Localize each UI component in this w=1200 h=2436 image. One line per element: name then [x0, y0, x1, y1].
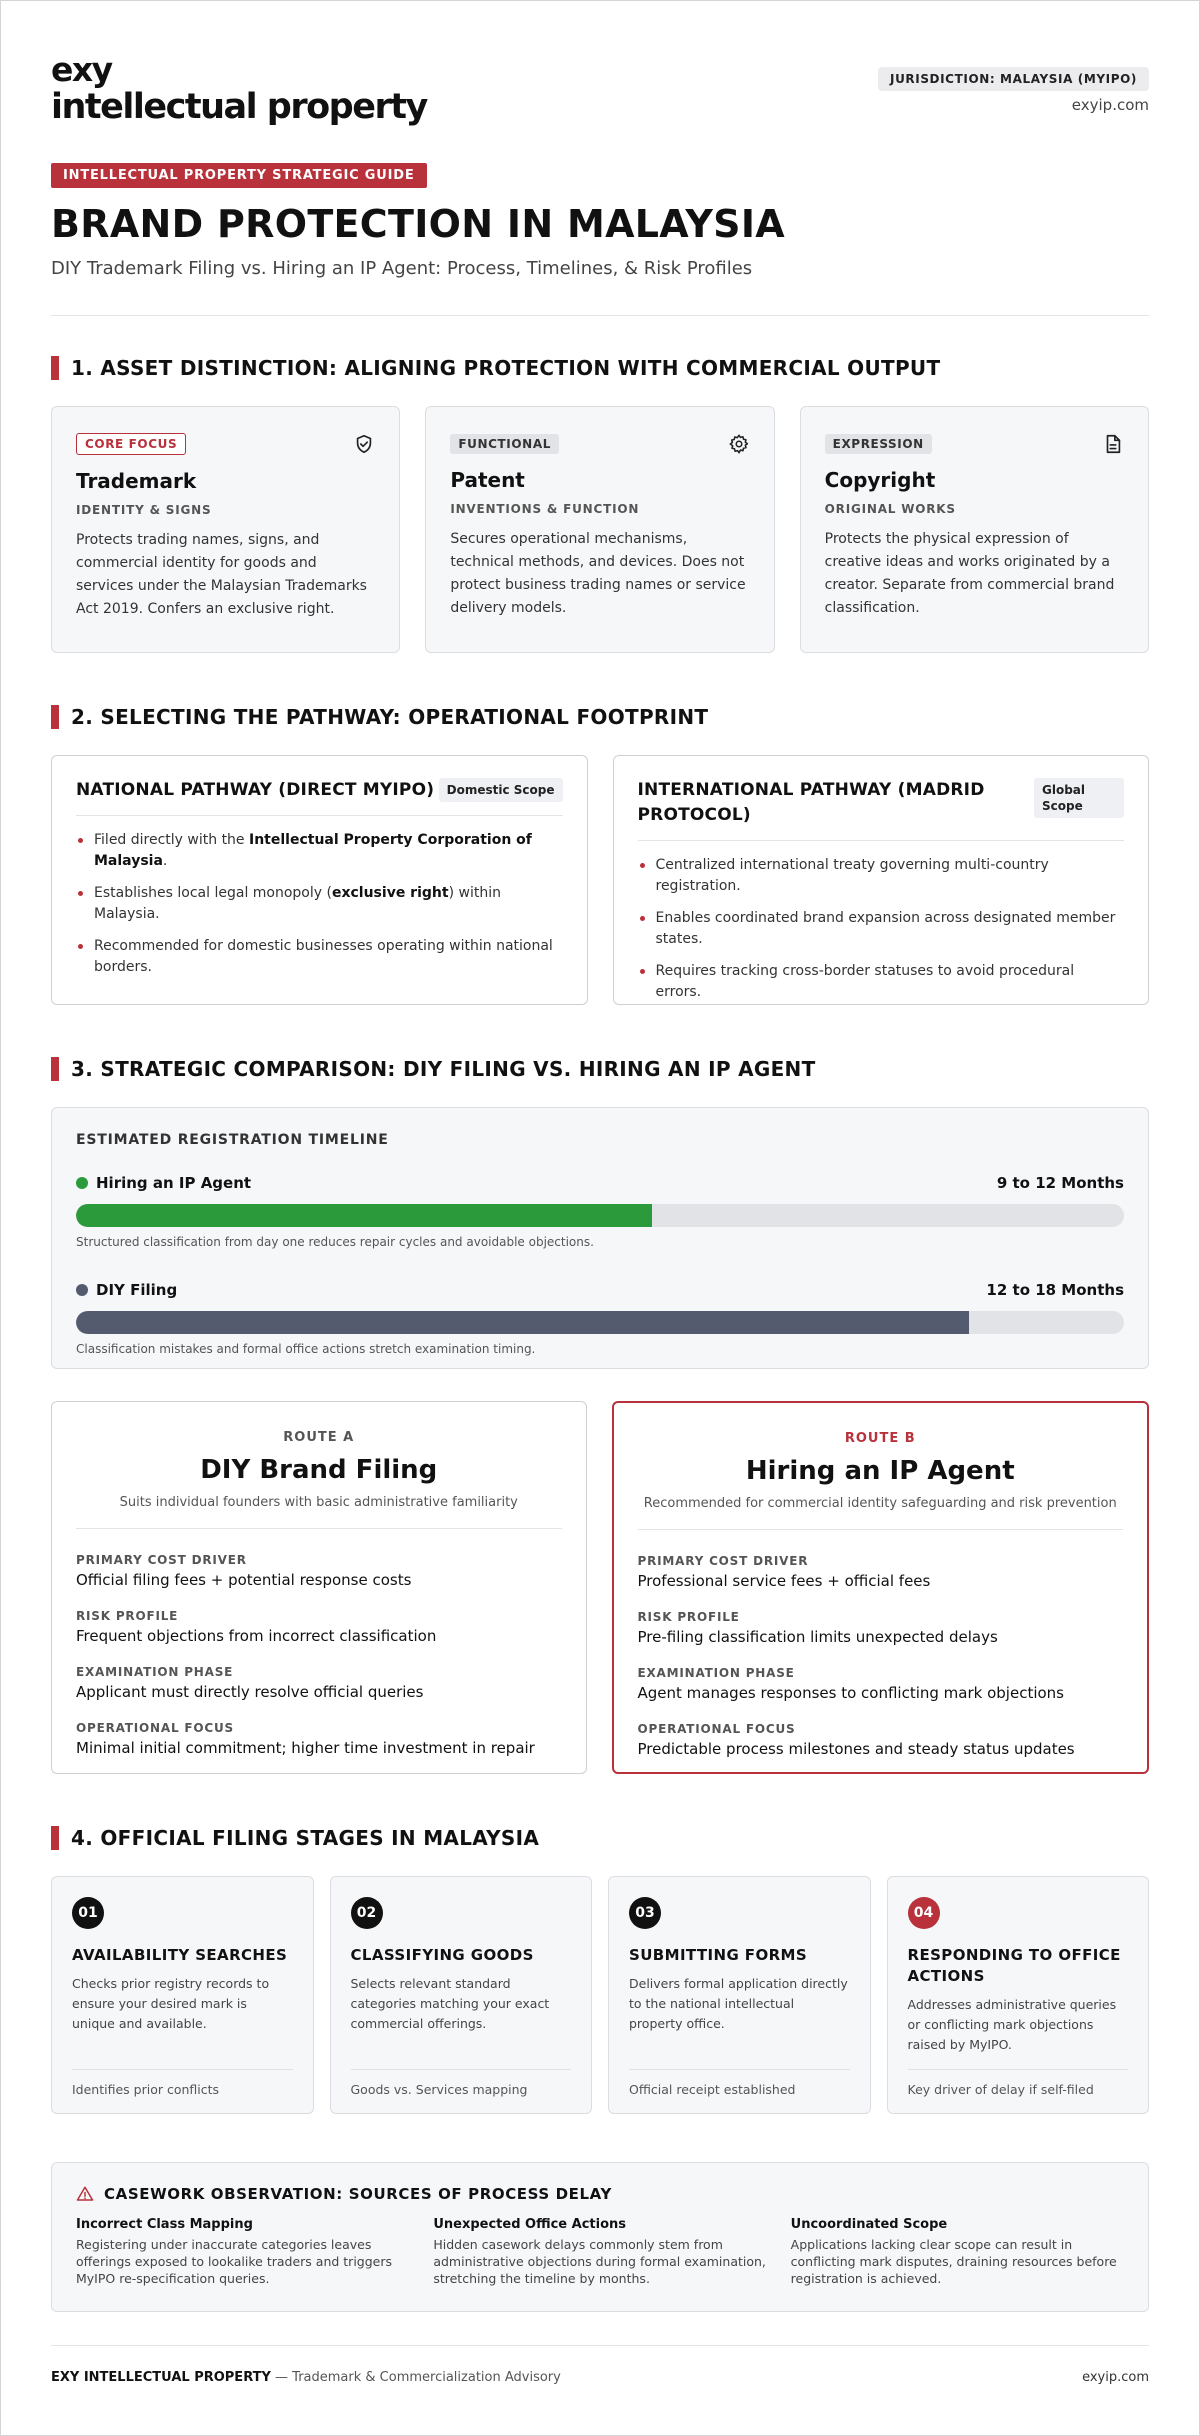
list-item: Enables coordinated brand expansion across designated member states.: [638, 908, 1125, 950]
route-kicker: ROUTE B: [844, 1431, 916, 1446]
stage-footnote: Official receipt established: [629, 2069, 850, 2097]
pathway-card-international: [613, 755, 1150, 1005]
asset-subtitle: INVENTIONS & FUNCTION: [450, 502, 640, 516]
stage-number: 02: [351, 1897, 383, 1929]
divider: [76, 1528, 562, 1529]
section-marker: [51, 705, 59, 729]
asset-subtitle: ORIGINAL WORKS: [824, 502, 956, 516]
stage-card: [887, 1876, 1150, 2114]
route-card-diy: [51, 1401, 587, 1774]
pathway-list: [76, 830, 563, 978]
asset-card-patent: [425, 406, 774, 653]
section-2-title: 2. SELECTING THE PATHWAY: OPERATIONAL FOOTPRINT: [71, 705, 709, 729]
route-description: Recommended for commercial identity safeguarding and risk prevention: [643, 1496, 1117, 1511]
timeline-row-agent: [76, 1174, 1124, 1249]
route-description: Suits individual founders with basic administrative familiarity: [119, 1495, 518, 1510]
section-marker: [51, 1826, 59, 1850]
stage-number: 01: [72, 1897, 104, 1929]
timeline-label: Hiring an IP Agent: [96, 1174, 252, 1192]
section-marker: [51, 356, 59, 380]
stage-footnote: Key driver of delay if self-filed: [908, 2069, 1129, 2097]
stage-number: 04: [908, 1897, 940, 1929]
asset-cards: [51, 406, 1149, 653]
asset-title: Copyright: [824, 468, 936, 492]
section-3-title: 3. STRATEGIC COMPARISON: DIY FILING VS. HIRING AN IP AGENT: [71, 1057, 816, 1081]
asset-description: Protects trading names, signs, and commercial identity for goods and services under the Malaysian Trademarks Act 2019. Confers an exclusive right.: [76, 532, 367, 617]
footer-tagline: — Trademark & Commercialization Advisory: [270, 2370, 561, 2385]
route-attribute: PRIMARY COST DRIVER Professional service fees + official fees: [637, 1554, 931, 1590]
footer-brand-line: [51, 2370, 561, 2385]
asset-card-trademark: [51, 406, 400, 653]
pathway-header: [76, 778, 563, 816]
progress-fill: [76, 1311, 969, 1334]
stage-title: AVAILABILITY SEARCHES: [72, 1946, 288, 1964]
gear-icon: [728, 433, 750, 455]
asset-title: Patent: [450, 468, 525, 492]
route-attribute: RISK PROFILE Frequent objections from incorrect classification: [76, 1609, 437, 1645]
asset-description: Secures operational mechanisms, technical methods, and devices. Does not protect business trading names or service delivery models.: [450, 531, 746, 616]
divider: [638, 1529, 1124, 1530]
stage-footnote: Identifies prior conflicts: [72, 2069, 293, 2097]
timeline-row-diy: [76, 1281, 1124, 1356]
pathway-title: INTERNATIONAL PATHWAY (MADRID PROTOCOL): [637, 780, 985, 825]
timeline-panel: [51, 1107, 1149, 1369]
observation-title: CASEWORK OBSERVATION: SOURCES OF PROCESS DELAY: [104, 2185, 612, 2203]
stage-footnote: Goods vs. Services mapping: [351, 2069, 572, 2097]
section-4-title: 4. OFFICIAL FILING STAGES IN MALAYSIA: [71, 1826, 540, 1850]
route-attribute: OPERATIONAL FOCUS Minimal initial commitment; higher time investment in repair: [76, 1721, 535, 1757]
route-cards: [51, 1401, 1149, 1774]
page-title: BRAND PROTECTION IN MALAYSIA: [51, 202, 785, 246]
route-card-agent: [612, 1401, 1150, 1774]
logo-line-1: exy: [51, 50, 112, 89]
scope-badge: Global Scope: [1034, 778, 1124, 818]
observation-item: Incorrect Class Mapping Registering under inaccurate categories leaves offerings exposed to lookalike traders and triggers MyIPO re-specification queries.: [76, 2217, 393, 2286]
stage-card: [608, 1876, 871, 2114]
footer-brand: EXY INTELLECTUAL PROPERTY: [51, 2370, 271, 2385]
section-1-title: 1. ASSET DISTINCTION: ALIGNING PROTECTION WITH COMMERCIAL OUTPUT: [71, 356, 941, 380]
observation-heading: [76, 2185, 1124, 2203]
route-kicker: ROUTE A: [283, 1430, 355, 1445]
section-3-heading: [51, 1057, 1149, 1081]
timeline-duration: 12 to 18 Months: [986, 1281, 1124, 1299]
list-item: Requires tracking cross-border statuses to avoid procedural errors.: [638, 961, 1125, 1003]
warning-icon: [76, 2185, 94, 2203]
stage-description: Checks prior registry records to ensure your desired mark is unique and available.: [72, 1976, 270, 2031]
section-4-heading: [51, 1826, 1149, 1850]
asset-tag: CORE FOCUS: [76, 433, 186, 455]
route-attribute: OPERATIONAL FOCUS Predictable process milestones and steady status updates: [637, 1722, 1075, 1758]
pathway-card-national: [51, 755, 588, 1005]
footer-site-link[interactable]: exyip.com: [1082, 2370, 1149, 2385]
header: [51, 1, 1149, 151]
legend-dot: [76, 1284, 88, 1296]
legend-dot: [76, 1177, 88, 1189]
asset-description: Protects the physical expression of creative ideas and works originated by a creator. Separate from commercial brand classification.: [824, 531, 1115, 616]
timeline-note: Structured classification from day one reduces repair cycles and avoidable objections.: [76, 1235, 594, 1249]
logo-line-2: intellectual property: [51, 87, 427, 127]
stage-cards: [51, 1876, 1149, 2114]
page-subtitle: DIY Trademark Filing vs. Hiring an IP Agent: Process, Timelines, & Risk Profiles: [51, 258, 753, 279]
pathway-title: NATIONAL PATHWAY (DIRECT MYIPO): [76, 780, 435, 800]
observation-item: Uncoordinated Scope Applications lacking clear scope can result in conflicting mark disputes, draining resources before registration is achieved.: [790, 2217, 1117, 2286]
pathway-header: [638, 778, 1125, 841]
route-attribute: RISK PROFILE Pre-filing classification limits unexpected delays: [637, 1610, 998, 1646]
scope-badge: Domestic Scope: [439, 778, 563, 802]
asset-card-copyright: [800, 406, 1149, 653]
shield-check-icon: [353, 433, 375, 455]
observation-item: Unexpected Office Actions Hidden casework delays commonly stem from administrative objections during formal examination, stretching the timeline by months.: [433, 2217, 766, 2286]
list-item: Filed directly with the Intellectual Property Corporation of Malaysia.: [76, 830, 563, 872]
observation-panel: [51, 2162, 1149, 2312]
list-item: Centralized international treaty governing multi-country registration.: [638, 855, 1125, 897]
asset-subtitle: IDENTITY & SIGNS: [76, 503, 212, 517]
stage-description: Delivers formal application directly to the national intellectual property office.: [629, 1976, 848, 2031]
stage-number: 03: [629, 1897, 661, 1929]
stage-description: Addresses administrative queries or conflicting mark objections raised by MyIPO.: [907, 1997, 1117, 2052]
section-2-heading: [51, 705, 1149, 729]
timeline-label: DIY Filing: [96, 1281, 178, 1299]
progress-track: [76, 1204, 1124, 1227]
guide-badge: INTELLECTUAL PROPERTY STRATEGIC GUIDE: [51, 163, 427, 188]
timeline-note: Classification mistakes and formal office actions stretch examination timing.: [76, 1342, 536, 1356]
logo[interactable]: [51, 50, 427, 127]
timeline-duration: 9 to 12 Months: [996, 1174, 1124, 1192]
stage-card: [51, 1876, 314, 2114]
jurisdiction-badge: JURISDICTION: MALAYSIA (MYIPO): [878, 67, 1149, 91]
pathway-list: [638, 855, 1125, 1003]
asset-tag: EXPRESSION: [825, 434, 932, 454]
progress-track: [76, 1311, 1124, 1334]
timeline-title: ESTIMATED REGISTRATION TIMELINE: [76, 1132, 389, 1148]
section-1-heading: [51, 356, 1149, 380]
observation-columns: [76, 2217, 1124, 2287]
route-title: Hiring an IP Agent: [745, 1456, 1015, 1486]
site-link-top[interactable]: exyip.com: [1071, 96, 1149, 114]
asset-tag: FUNCTIONAL: [450, 434, 559, 454]
pathway-cards: [51, 755, 1149, 1005]
stage-card: [330, 1876, 593, 2114]
asset-title: Trademark: [76, 469, 197, 493]
stage-title: SUBMITTING FORMS: [629, 1946, 808, 1964]
route-attribute: EXAMINATION PHASE Applicant must directly resolve official queries: [76, 1665, 424, 1701]
stage-title: CLASSIFYING GOODS: [350, 1946, 534, 1964]
footer: [51, 2345, 1149, 2385]
stage-description: Selects relevant standard categories matching your exact commercial offerings.: [350, 1976, 550, 2031]
list-item: Recommended for domestic businesses operating within national borders.: [76, 936, 563, 978]
route-attribute: PRIMARY COST DRIVER Official filing fees + potential response costs: [76, 1553, 412, 1589]
divider: [51, 315, 1149, 316]
route-attribute: EXAMINATION PHASE Agent manages responses to conflicting mark objections: [637, 1666, 1064, 1702]
progress-fill: [76, 1204, 652, 1227]
stage-title: RESPONDING TO OFFICE ACTIONS: [907, 1946, 1121, 1985]
list-item: Establishes local legal monopoly (exclusive right) within Malaysia.: [76, 883, 563, 925]
route-title: DIY Brand Filing: [200, 1455, 438, 1485]
document-icon: [1102, 433, 1124, 455]
section-marker: [51, 1057, 59, 1081]
